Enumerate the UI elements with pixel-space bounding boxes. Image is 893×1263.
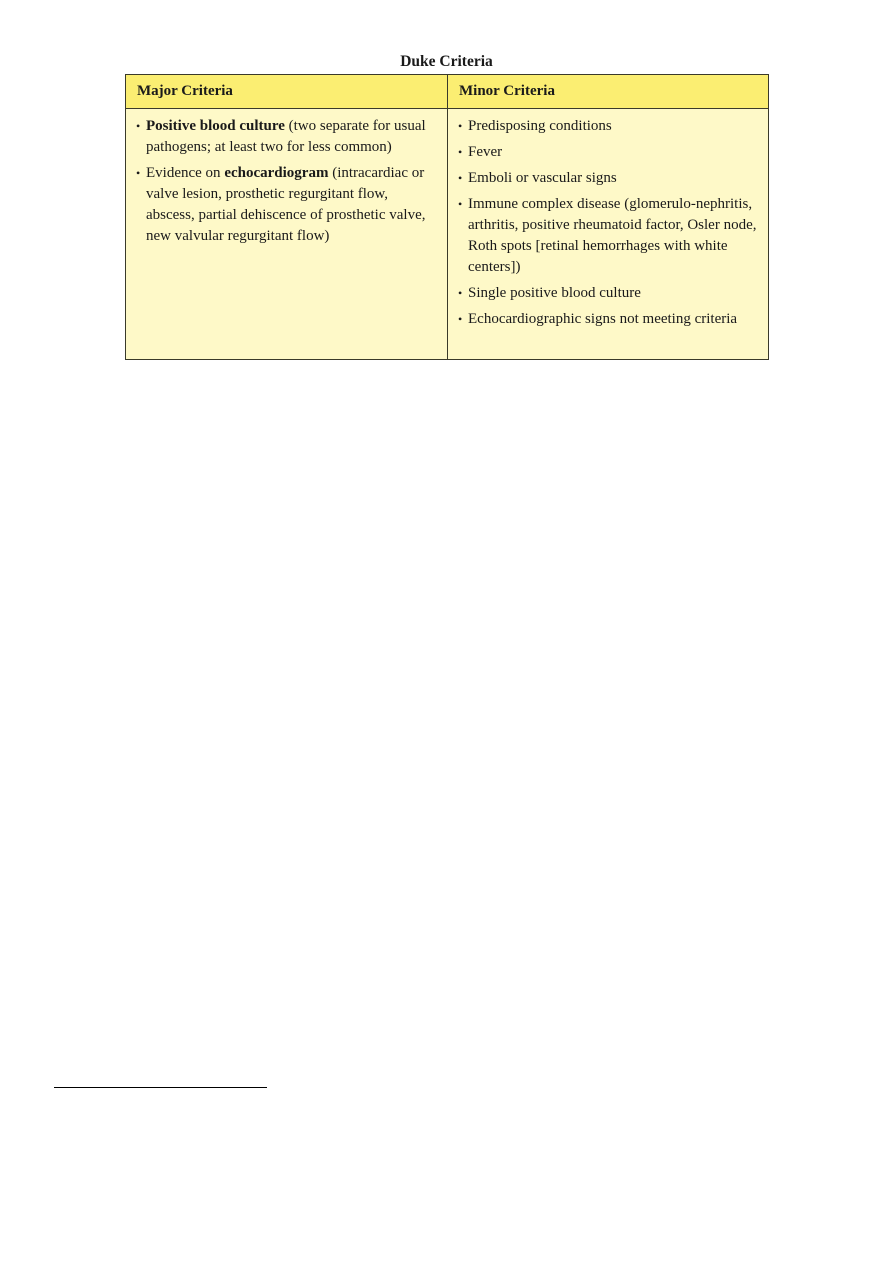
major-item-text: (intracardiac or valve lesion, prosthetic regurgitant flow, abscess, partial dehiscence of prosthetic valve, new valvular regurgitant flow): [146, 165, 426, 244]
major-item-text: (two separate for usual pathogens; at least two for less common): [146, 118, 426, 155]
minor-criteria-list: [458, 116, 760, 330]
list-item: • Predisposing conditions: [458, 116, 760, 137]
major-item-bold: Positive blood culture: [146, 118, 285, 134]
list-item: [136, 116, 439, 158]
major-criteria-list: [136, 116, 439, 247]
major-criteria-cell: [126, 109, 448, 360]
table-title: Duke Criteria: [400, 53, 493, 70]
list-item: • Single positive blood culture: [458, 283, 760, 304]
table-header-row: [126, 75, 769, 109]
major-criteria-header: Major Criteria: [126, 75, 448, 109]
list-item: • Echocardiographic signs not meeting criteria: [458, 309, 760, 330]
list-item: • Fever: [458, 142, 760, 163]
major-item-pre: Evidence on: [146, 165, 225, 181]
minor-criteria-cell: [448, 109, 769, 360]
list-item: [136, 163, 439, 247]
duke-criteria-table: [125, 74, 769, 360]
minor-criteria-header: Minor Criteria: [448, 75, 769, 109]
list-item: • Emboli or vascular signs: [458, 168, 760, 189]
list-item: • Immune complex disease (glomerulo-nephritis, arthritis, positive rheumatoid factor, Osler node, Roth spots [retinal hemorrhages with white centers]): [458, 194, 760, 278]
table-body-row: [126, 109, 769, 360]
major-item-bold: echocardiogram: [224, 165, 329, 181]
footnote-divider: [54, 1087, 267, 1088]
